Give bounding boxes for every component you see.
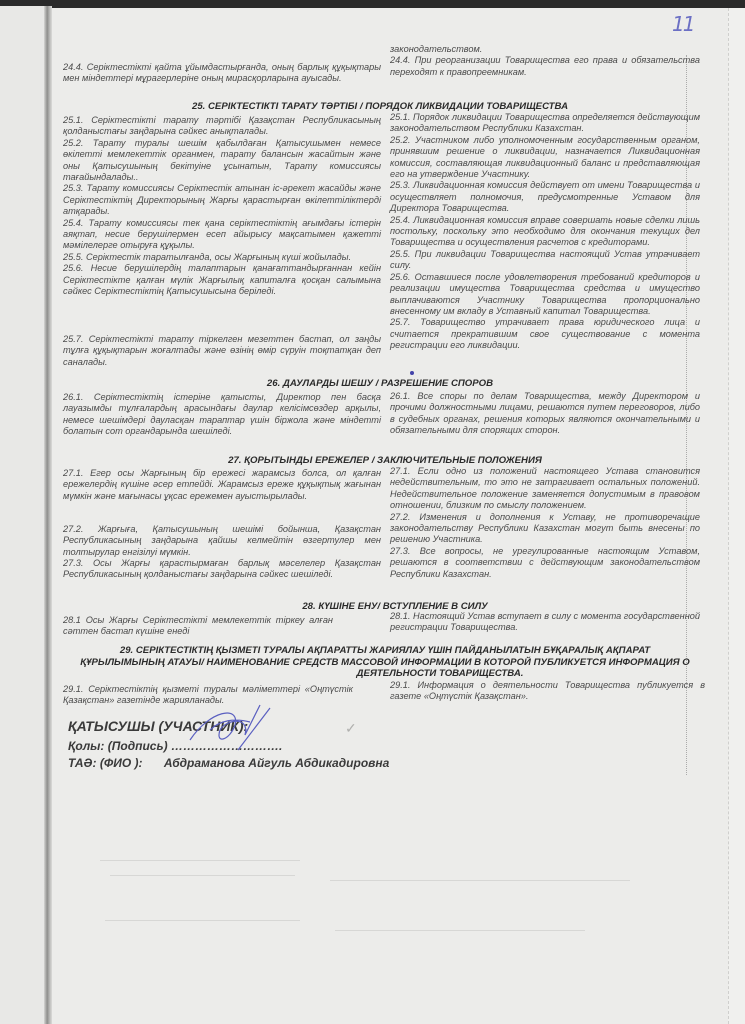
section-29-heading (60, 645, 710, 680)
clause-27-3-ru: 27.3. Все вопросы, не урегулированные настоящим Уставом, решаются в соответствии с действующим законодательством Республики Казахстан. (390, 545, 700, 579)
clause-25-3-kz: 25.3. Тарату комиссиясы Серіктестік атынан іс-әрекет жасайды және Серіктестіктің Директорының Жарғы қарастырған өкілеттіліктерді атқарады. (63, 183, 381, 217)
section-27-heading: 27. ҚОРЫТЫНДЫ ЕРЕЖЕЛЕР / ЗАКЛЮЧИТЕЛЬНЫЕ ПОЛОЖЕНИЯ (228, 455, 542, 466)
clause-25-2-kz: 25.2. Тарату туралы шешім қабылдаған Қатысушымен немесе өкілетті мемлекеттік органмен, тарату балансын жасайтын және оны Қатысушының бекітуіне ұсынатын, Тарату комиссиясы тағайындалады.. (63, 137, 381, 183)
clause-25-5-kz: 25.5. Серіктестік таратылғанда, осы Жарғының күші жойылады. (63, 251, 352, 262)
section-25-heading: 25. СЕРІКТЕСТІКТІ ТАРАТУ ТӘРТІБІ / ПОРЯДОК ЛИКВИДАЦИИ ТОВАРИЩЕСТВА (192, 101, 568, 112)
clause-27-3-kz: 27.3. Осы Жарғы қарастырмаған барлық мәселелер Қазақстан Республикасының қолданыстағы заңдарына сәйкес шешіледі. (63, 558, 381, 580)
bleed-through-mark (110, 875, 295, 876)
scan-top-edge (0, 0, 745, 8)
page-right-margin (728, 8, 745, 1024)
clause-25-6-ru: 25.6. Оставшиеся после удовлетворения требований кредиторов и реализации имущества Товарищества средства и имущество выплачиваются Участнику Товарищества пропорционально внесенному им вкладу в Уставный капитал Товарищества. (390, 271, 700, 316)
participant-title: ҚАТЫСУШЫ (УЧАСТНИК): (68, 718, 249, 734)
clause-25-3-ru: 25.3. Ликвидационная комиссия действует от имени Товарищества и осуществляет полномочия, предусмотренные Уставом для Директора Товарищества. (390, 180, 700, 214)
clause-29-1-kz: 29.1. Серіктестіктің қызметі туралы мәліметтері «Оңтүстік Қазақстан» газетінде жарияланады. (63, 684, 353, 706)
pencil-check-mark-icon: ✓ (345, 720, 357, 736)
section-29-heading-line-2: ҚҰРЫЛЫМЫНЫҢ АТАУЫ/ НАИМЕНОВАНИЕ СРЕДСТВ МАССОВОЙ ИНФОРМАЦИИ В КОТОРОЙ ПУБЛИКУЕТСЯ ИНФОРМАЦИЯ О (80, 656, 690, 668)
clause-25-1-kz: 25.1. Серіктестікті тарату тәртібі Қазақстан Республикасының қолданыстағы заңдарына сәйкес анықталады. (63, 115, 381, 137)
full-name-value: Абдраманова Айгуль Абдикадировна (163, 756, 390, 770)
clause-25-2-ru: 25.2. Участником либо уполномоченным государственным органом, принявшим решение о ликвидации, назначается Ликвидационная комиссия, составляющая ликвидационный баланс и представляющая его на утверждение Участнику. (390, 134, 700, 180)
bleed-through-mark (105, 920, 300, 921)
previous-page-edge (0, 6, 48, 1024)
bleed-through-mark (335, 930, 585, 931)
section-28-heading: 28. КҮШІНЕ ЕНУ/ ВСТУПЛЕНИЕ В СИЛУ (302, 601, 488, 612)
clause-25-1-ru: 25.1. Порядок ликвидации Товарищества определяется действующим законодательством Республики Казахстан. (390, 112, 700, 134)
full-name-label: ТАӘ: (ФИО ): (68, 756, 143, 770)
clause-25-6-kz: 25.6. Несие берушілердің талаптарын қанағаттандырғаннан кейін Серіктестікте қалған мүлік Жарғылық капиталға қосқан салымына сәйкес Серіктестіктің Қатысушысына беріледі. (63, 263, 381, 297)
handwritten-signature-icon (180, 700, 280, 760)
clause-27-2-kz: 27.2. Жарғыға, Қатысушының шешімі бойынша, Қазақстан Республикасының заңдарына қайшы келмейтін өзгертулер мен толтырулар енгізілуі мүмкін. (63, 524, 381, 557)
bleed-through-mark (100, 860, 300, 861)
section-25-kz (63, 115, 381, 298)
clause-28-1-kz: 28.1 Осы Жарғы Серіктестікті мемлекеттік тіркеу алған сәттен бастап күшіне енеді (63, 615, 333, 637)
clause-24-4-ru: 24.4. При реорганизации Товарищества его права и обязательства переходят к правопреемникам. (390, 55, 700, 77)
signature-dots: ………………………. (170, 739, 283, 753)
clause-24-3-end-ru: законодательством. (390, 44, 483, 54)
section-29-heading-line-1: 29. СЕРІКТЕСТІКТІҢ ҚЫЗМЕТІ ТУРАЛЫ АҚПАРАТТЫ ЖАРИЯЛАУ ҮШІН ПАЙДАНЫЛАТЫН БҰҚАРАЛЫҚ АҚПАРАТ (119, 645, 651, 656)
clause-28-1-ru: 28.1. Настоящий Устав вступает в силу с момента государственной регистрации Товарищества. (390, 611, 700, 633)
bleed-through-mark (330, 880, 630, 881)
binding-spine (44, 6, 52, 1024)
page-number: 11 (672, 12, 694, 36)
clause-25-5-ru: 25.5. При ликвидации Товарищества настоящий Устав утрачивает силу. (390, 248, 700, 271)
section-27-ru (390, 466, 700, 580)
section-26-heading: 26. ДАУЛАРДЫ ШЕШУ / РАЗРЕШЕНИЕ СПОРОВ (266, 378, 494, 389)
clause-26-1-ru: 26.1. Все споры по делам Товарищества, между Директором и прочими должностными лицами, решаются путем переговоров, либо в судебных органах, решения которых являются окончательными и обязательными для спорящих сторон. (390, 391, 700, 436)
clause-26-1-kz: 26.1. Серіктестіктің істеріне қатысты, Директор пен басқа лауазымды тұлғалардың арасындағы даулар келісімсөздер арқылы, немесе шешімдері дауласқан тараптар үшін біржола және міндетті болатын сот органдарында шешіледі. (63, 392, 381, 437)
clause-27-1-kz: 27.1. Егер осы Жарғының бір ережесі жарамсыз болса, ол қалған ережелердің күшіне әсер етпейді. Жарамсыз ереже құқықтық жағынан мүмкін және мағынасы ұқсас ережемен ауыстырылады. (63, 468, 381, 501)
clause-27-1-ru: 27.1. Если одно из положений настоящего Устава становится недействительным, то это не затрагивает остальных положений. Недействительное положение заменяется допустимым в правовом отношении, близким по смыслу положением. (390, 466, 700, 511)
section-29-heading-line-3: ДЕЯТЕЛЬНОСТИ ТОВАРИЩЕСТВА. (356, 668, 524, 679)
clause-27-2-ru: 27.2. Изменения и дополнения к Уставу, не противоречащие законодательству Республики Казахстан могут быть внесены по решению Участника. (390, 511, 700, 545)
clause-25-4-ru: 25.4. Ликвидационная комиссия вправе совершать новые сделки лишь постольку, поскольку это необходимо для окончания текущих дел Товарищества и осуществления расчетов с кредиторами. (390, 214, 700, 248)
section-25-ru (390, 112, 700, 352)
clause-25-7-kz: 25.7. Серіктестікті тарату тіркелген мезеттен бастап, ол заңды тұлға құқықтарын жоғалтады және өзінің өмір сүруін тоқтатқан деп саналады. (63, 334, 381, 367)
clause-25-4-kz: 25.4. Тарату комиссиясы тек қана серіктестіктің ағымдағы істерін аяқтап, несие берушілермен есеп айырысу мақсатымен қажетті мәмілелерге отыруға құқылы. (63, 217, 381, 251)
clause-24-4-kz: 24.4. Серіктестікті қайта ұйымдастырғанда, оның барлық құқықтары мен міндеттері мұрагерлеріне оның мирасқорларына ауысады. (63, 62, 381, 84)
clause-29-1-ru: 29.1. Информация о деятельности Товарищества публикуется в газете «Оңтүстік Қазақстан». (390, 680, 705, 702)
ink-dot (410, 371, 414, 375)
clause-25-7-ru: 25.7. Товарищество утрачивает права юридического лица и считается прекратившим свое существование с момента регистрации его ликвидации. (390, 317, 700, 351)
signature-label: Қолы: (Подпись) (68, 739, 168, 753)
clause-24-tail-ru (390, 44, 700, 78)
